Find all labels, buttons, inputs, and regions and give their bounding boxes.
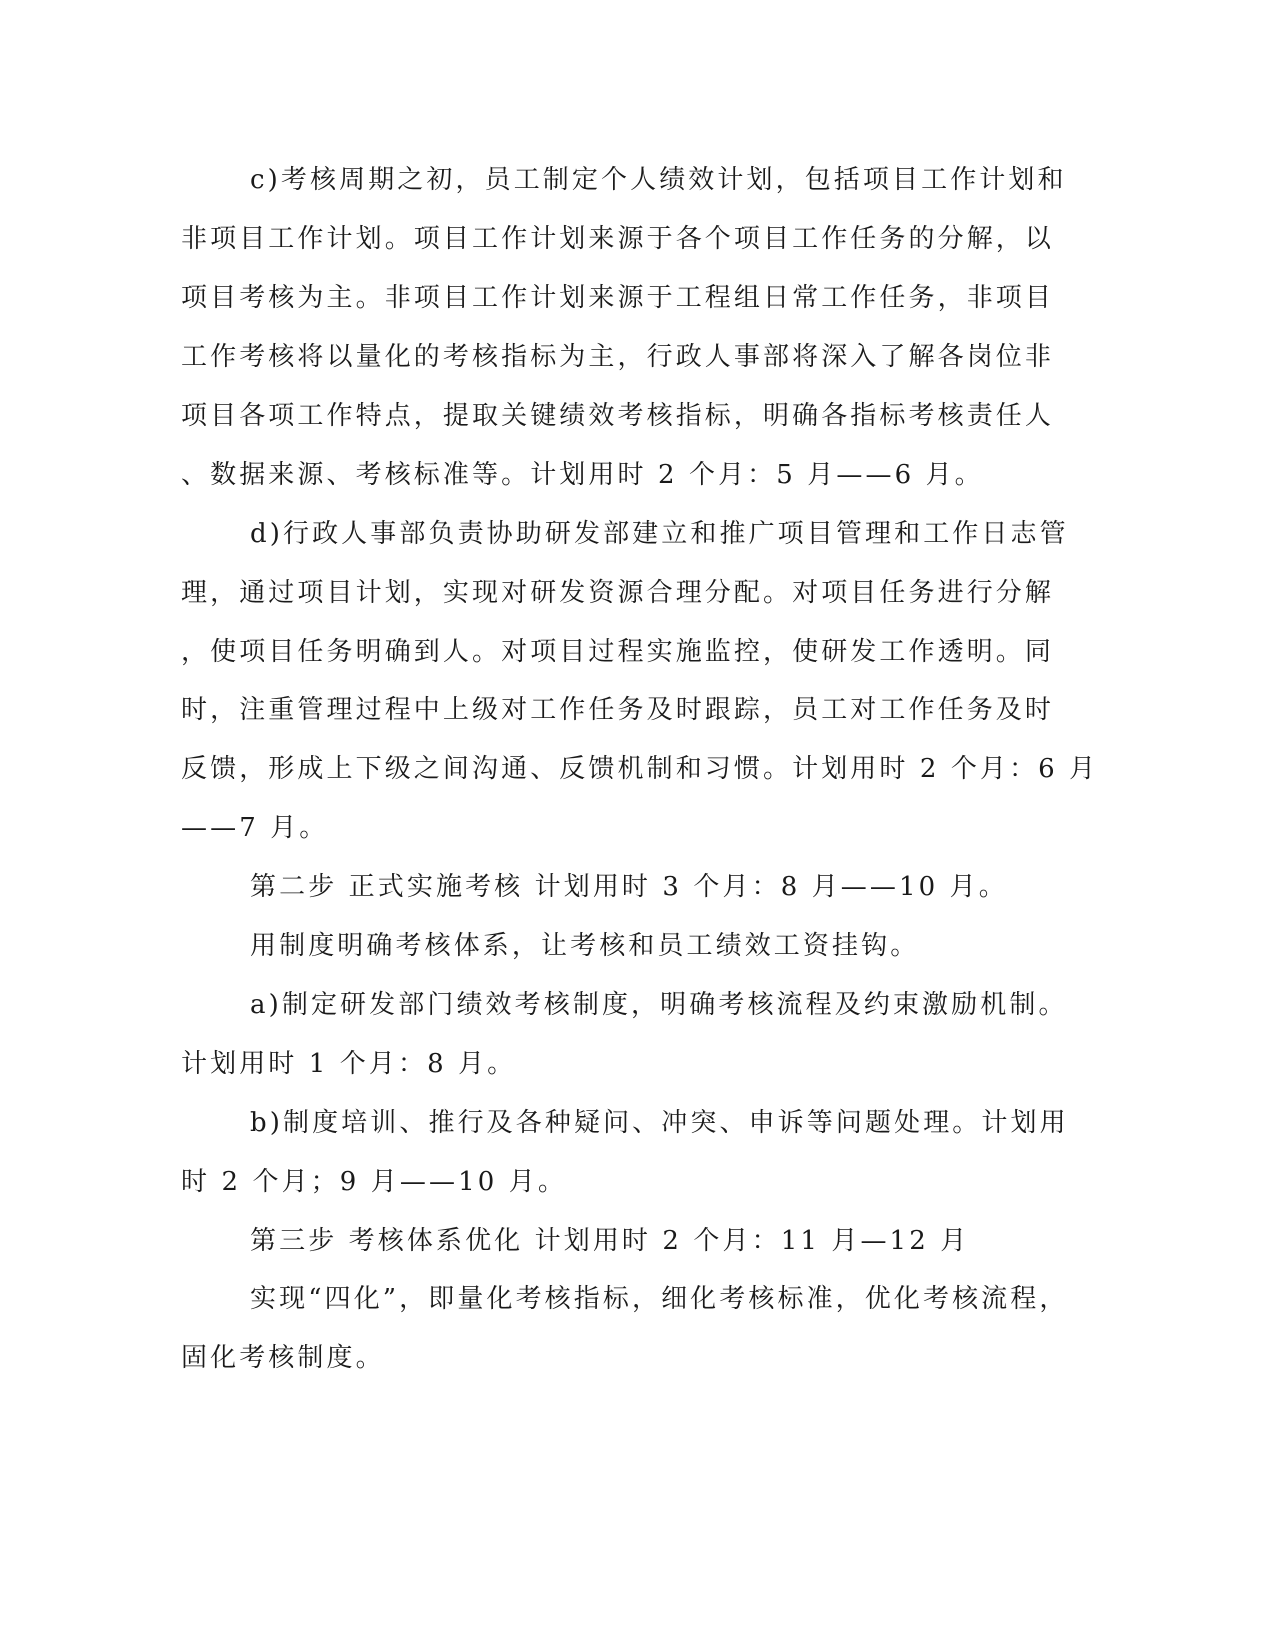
paragraph-d-line-3: ，使项目任务明确到人。对项目过程实施监控，使研发工作透明。同 [181, 637, 1055, 667]
paragraph-d-line-2: 理，通过项目计划，实现对研发资源合理分配。对项目任务进行分解 [181, 578, 1055, 608]
paragraph-c-line-1: c)考核周期之初，员工制定个人绩效计划，包括项目工作计划和 [250, 165, 1067, 195]
paragraph-c-line-3: 项目考核为主。非项目工作计划来源于工程组日常工作任务，非项目 [181, 283, 1055, 313]
paragraph-d-line-1: d)行政人事部负责协助研发部建立和推广项目管理和工作日志管 [250, 519, 1069, 549]
paragraph-d-line-6: ——7 月。 [181, 813, 329, 843]
paragraph-b-line-2: 时 2 个月；9 月——10 月。 [181, 1167, 567, 1197]
step-three-line-2: 固化考核制度。 [181, 1343, 385, 1373]
step-three-line-1: 实现“四化”，即量化考核指标，细化考核标准，优化考核流程， [250, 1284, 1069, 1314]
paragraph-c-line-4: 工作考核将以量化的考核指标为主，行政人事部将深入了解各岗位非 [181, 342, 1055, 372]
paragraph-a-line-1: a)制定研发部门绩效考核制度，明确考核流程及约束激励机制。 [250, 990, 1068, 1020]
step-three-heading: 第三步 考核体系优化 计划用时 2 个月：11 月—12 月 [250, 1226, 970, 1256]
step-two-heading: 第二步 正式实施考核 计划用时 3 个月：8 月——10 月。 [250, 872, 1008, 902]
paragraph-d-line-4: 时，注重管理过程中上级对工作任务及时跟踪，员工对工作任务及时 [181, 695, 1055, 725]
step-two-summary: 用制度明确考核体系，让考核和员工绩效工资挂钩。 [250, 931, 920, 961]
paragraph-b-line-1: b)制度培训、推行及各种疑问、冲突、申诉等问题处理。计划用 [250, 1108, 1069, 1138]
paragraph-d-line-5: 反馈，形成上下级之间沟通、反馈机制和习惯。计划用时 2 个月：6 月 [181, 754, 1099, 784]
paragraph-a-line-2: 计划用时 1 个月：8 月。 [181, 1049, 517, 1079]
paragraph-c-line-2: 非项目工作计划。项目工作计划来源于各个项目工作任务的分解，以 [181, 224, 1055, 254]
paragraph-c-line-5: 项目各项工作特点，提取关键绩效考核指标，明确各指标考核责任人 [181, 401, 1055, 431]
paragraph-c-line-6: 、数据来源、考核标准等。计划用时 2 个月：5 月——6 月。 [181, 460, 984, 490]
